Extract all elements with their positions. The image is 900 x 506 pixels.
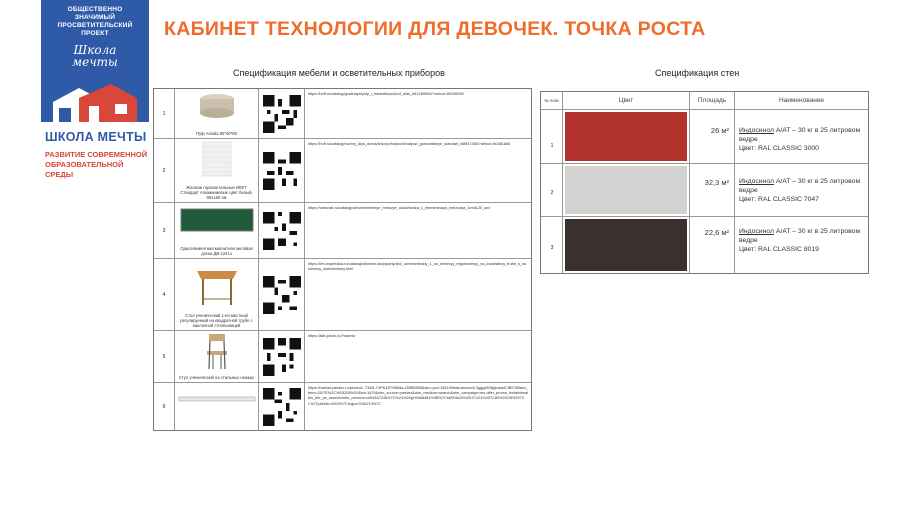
table-row [154, 139, 531, 203]
color-swatch [565, 219, 687, 271]
pouf-image [175, 89, 259, 138]
paint-product: А/АТ – 30 кг в 25 литровом ведре [739, 178, 861, 194]
row-number: 3 [154, 203, 175, 258]
logo-subtitle: РАЗВИТИЕ СОВРЕМЕННОЙ ОБРАЗОВАТЕЛЬНОЙ СРЕДЫ [45, 150, 148, 179]
row-number: 3 [550, 245, 554, 251]
walls-table [540, 91, 869, 274]
row-number: 1 [550, 143, 554, 149]
qr-code [259, 331, 305, 382]
color-swatch [565, 112, 687, 161]
product-link[interactable]: https://alfa-piloru.ru/?lukeria [308, 334, 355, 338]
qr-code [259, 203, 305, 258]
area-value: 32,3 м² [704, 178, 729, 187]
logo-card [41, 0, 149, 122]
row-number: 6 [154, 383, 175, 430]
chair-image [175, 331, 259, 382]
table-row [154, 259, 531, 331]
qr-code [259, 139, 305, 202]
paint-name [739, 227, 866, 254]
paint-product: А/АТ – 30 кг в 25 литровом ведре [739, 127, 861, 143]
row-number: 4 [154, 259, 175, 330]
item-caption: Жалюзи горизонтальные ИКЕТ Стандарт Алюминиевые цвет белый, 60х160 см [180, 185, 253, 200]
table-header [541, 92, 868, 110]
header-color: Цвет [563, 92, 690, 109]
paint-code: Цвет: RAL CLASSIC 3000 [739, 145, 819, 152]
paint-name [739, 177, 866, 204]
logo-top-text: ОБЩЕСТВЕННО ЗНАЧИМЫЙ ПРОСВЕТИТЕЛЬСКИЙ ПРОЕКТ [57, 6, 133, 37]
blinds-image [175, 139, 259, 202]
area-value: 26 м² [710, 126, 729, 135]
lamp-image [175, 383, 259, 430]
table-row [541, 164, 868, 217]
table-row [154, 331, 531, 383]
furniture-table [153, 88, 532, 431]
paint-name [739, 126, 866, 153]
paint-code: Цвет: RAL CLASSIC 8019 [739, 246, 819, 253]
qr-code [259, 383, 305, 430]
paint-product: А/АТ – 30 кг в 25 литровом ведре [739, 228, 861, 244]
chalkboard-image [175, 203, 259, 258]
row-number: 1 [154, 89, 175, 138]
paint-brand[interactable]: Индосинол [739, 127, 774, 134]
page-title: КАБИНЕТ ТЕХНОЛОГИИ ДЛЯ ДЕВОЧЕК. ТОЧКА РОСТА [164, 18, 706, 40]
header-name: Наименование [778, 97, 825, 104]
table-row [154, 89, 531, 139]
walls-spec-title: Спецификация стен [655, 68, 740, 78]
paint-code: Цвет: RAL CLASSIC 7047 [739, 196, 819, 203]
logo-name: ШКОЛА МЕЧТЫ [45, 130, 147, 144]
color-swatch [565, 166, 687, 214]
product-link[interactable]: https://dm-imperiolka.ru/catalog/shkolnie-stoly/party/stol_uchenicheskiy_1_no_mestnyy_reguliruemyy_na_kvadratnoy_trube_s_naklonnoy_stoleshnitsey.html [308, 262, 527, 272]
table-row [154, 383, 531, 430]
product-link[interactable]: https://hoff.ru/catalog/rozhny_dlya_doma/shtory/zhalyuzi/zhalyuzi_gorizontalnye_standart_id8947365/?articul=80461866 [308, 142, 511, 146]
row-number: 2 [154, 139, 175, 202]
product-link[interactable]: https://hoff.ru/catalog/gostinaya/pufy_i_banketki/puf/puf_ailia_id11269909/?articul=80036990 [308, 92, 464, 96]
item-caption: Стул ученический на стальных ножках [178, 375, 255, 380]
area-value: 22,6 м² [704, 228, 729, 237]
item-caption: Пуф Ansala 80*40*80 [196, 131, 237, 136]
row-number: 5 [154, 331, 175, 382]
table-row [541, 217, 868, 273]
product-link[interactable]: https://market.yandex.ru/product--7340L7VPK4JP/985da-250B6506&sku=pzd-1981489da-wsrnmdl-3ggpp508jqtuba4ClB0788xtm_term=20/7E%2C%20l205%20&tct=1679&utm_source=yandex&utm_medium=search&utm_campaign=ms-offer_promo_lentalniesaltes_hte_pb_searchclctm_content=cid%3A7248%7C%24%26gr%3A6481%3B%7Csitl%3A20%257C101%257C89%25CB%257CL%7Cpid&tk=0000%7Cregion%3A213%7C [308, 386, 528, 406]
product-link[interactable]: https://vsesnab.ru/catalog/odnoelementnye_melovye_doski/doska_1_elementnaya_melovaya_1ehd120_sm/ [308, 206, 491, 210]
project-logo [41, 0, 149, 190]
furniture-spec-title: Спецификация мебели и осветительных приборов [233, 68, 445, 78]
header-area: Площадь [690, 92, 735, 109]
item-caption: Одноэлементная магнитная меловая доска ДВ-1241з [180, 246, 253, 256]
table-row [541, 110, 868, 164]
item-caption: Стол ученический 1-но местный регулируемый на квадратной трубе с наклонной столешницей [180, 313, 253, 328]
paint-brand[interactable]: Индосинол [739, 178, 774, 185]
desk-image [175, 259, 259, 330]
qr-code [259, 259, 305, 330]
paint-brand[interactable]: Индосинол [739, 228, 774, 235]
house-icon [49, 82, 141, 122]
logo-script-text: Школа мечты [72, 43, 118, 69]
table-row [154, 203, 531, 259]
header-num: № пози [541, 92, 563, 109]
row-number: 2 [550, 190, 554, 196]
qr-code [259, 89, 305, 138]
